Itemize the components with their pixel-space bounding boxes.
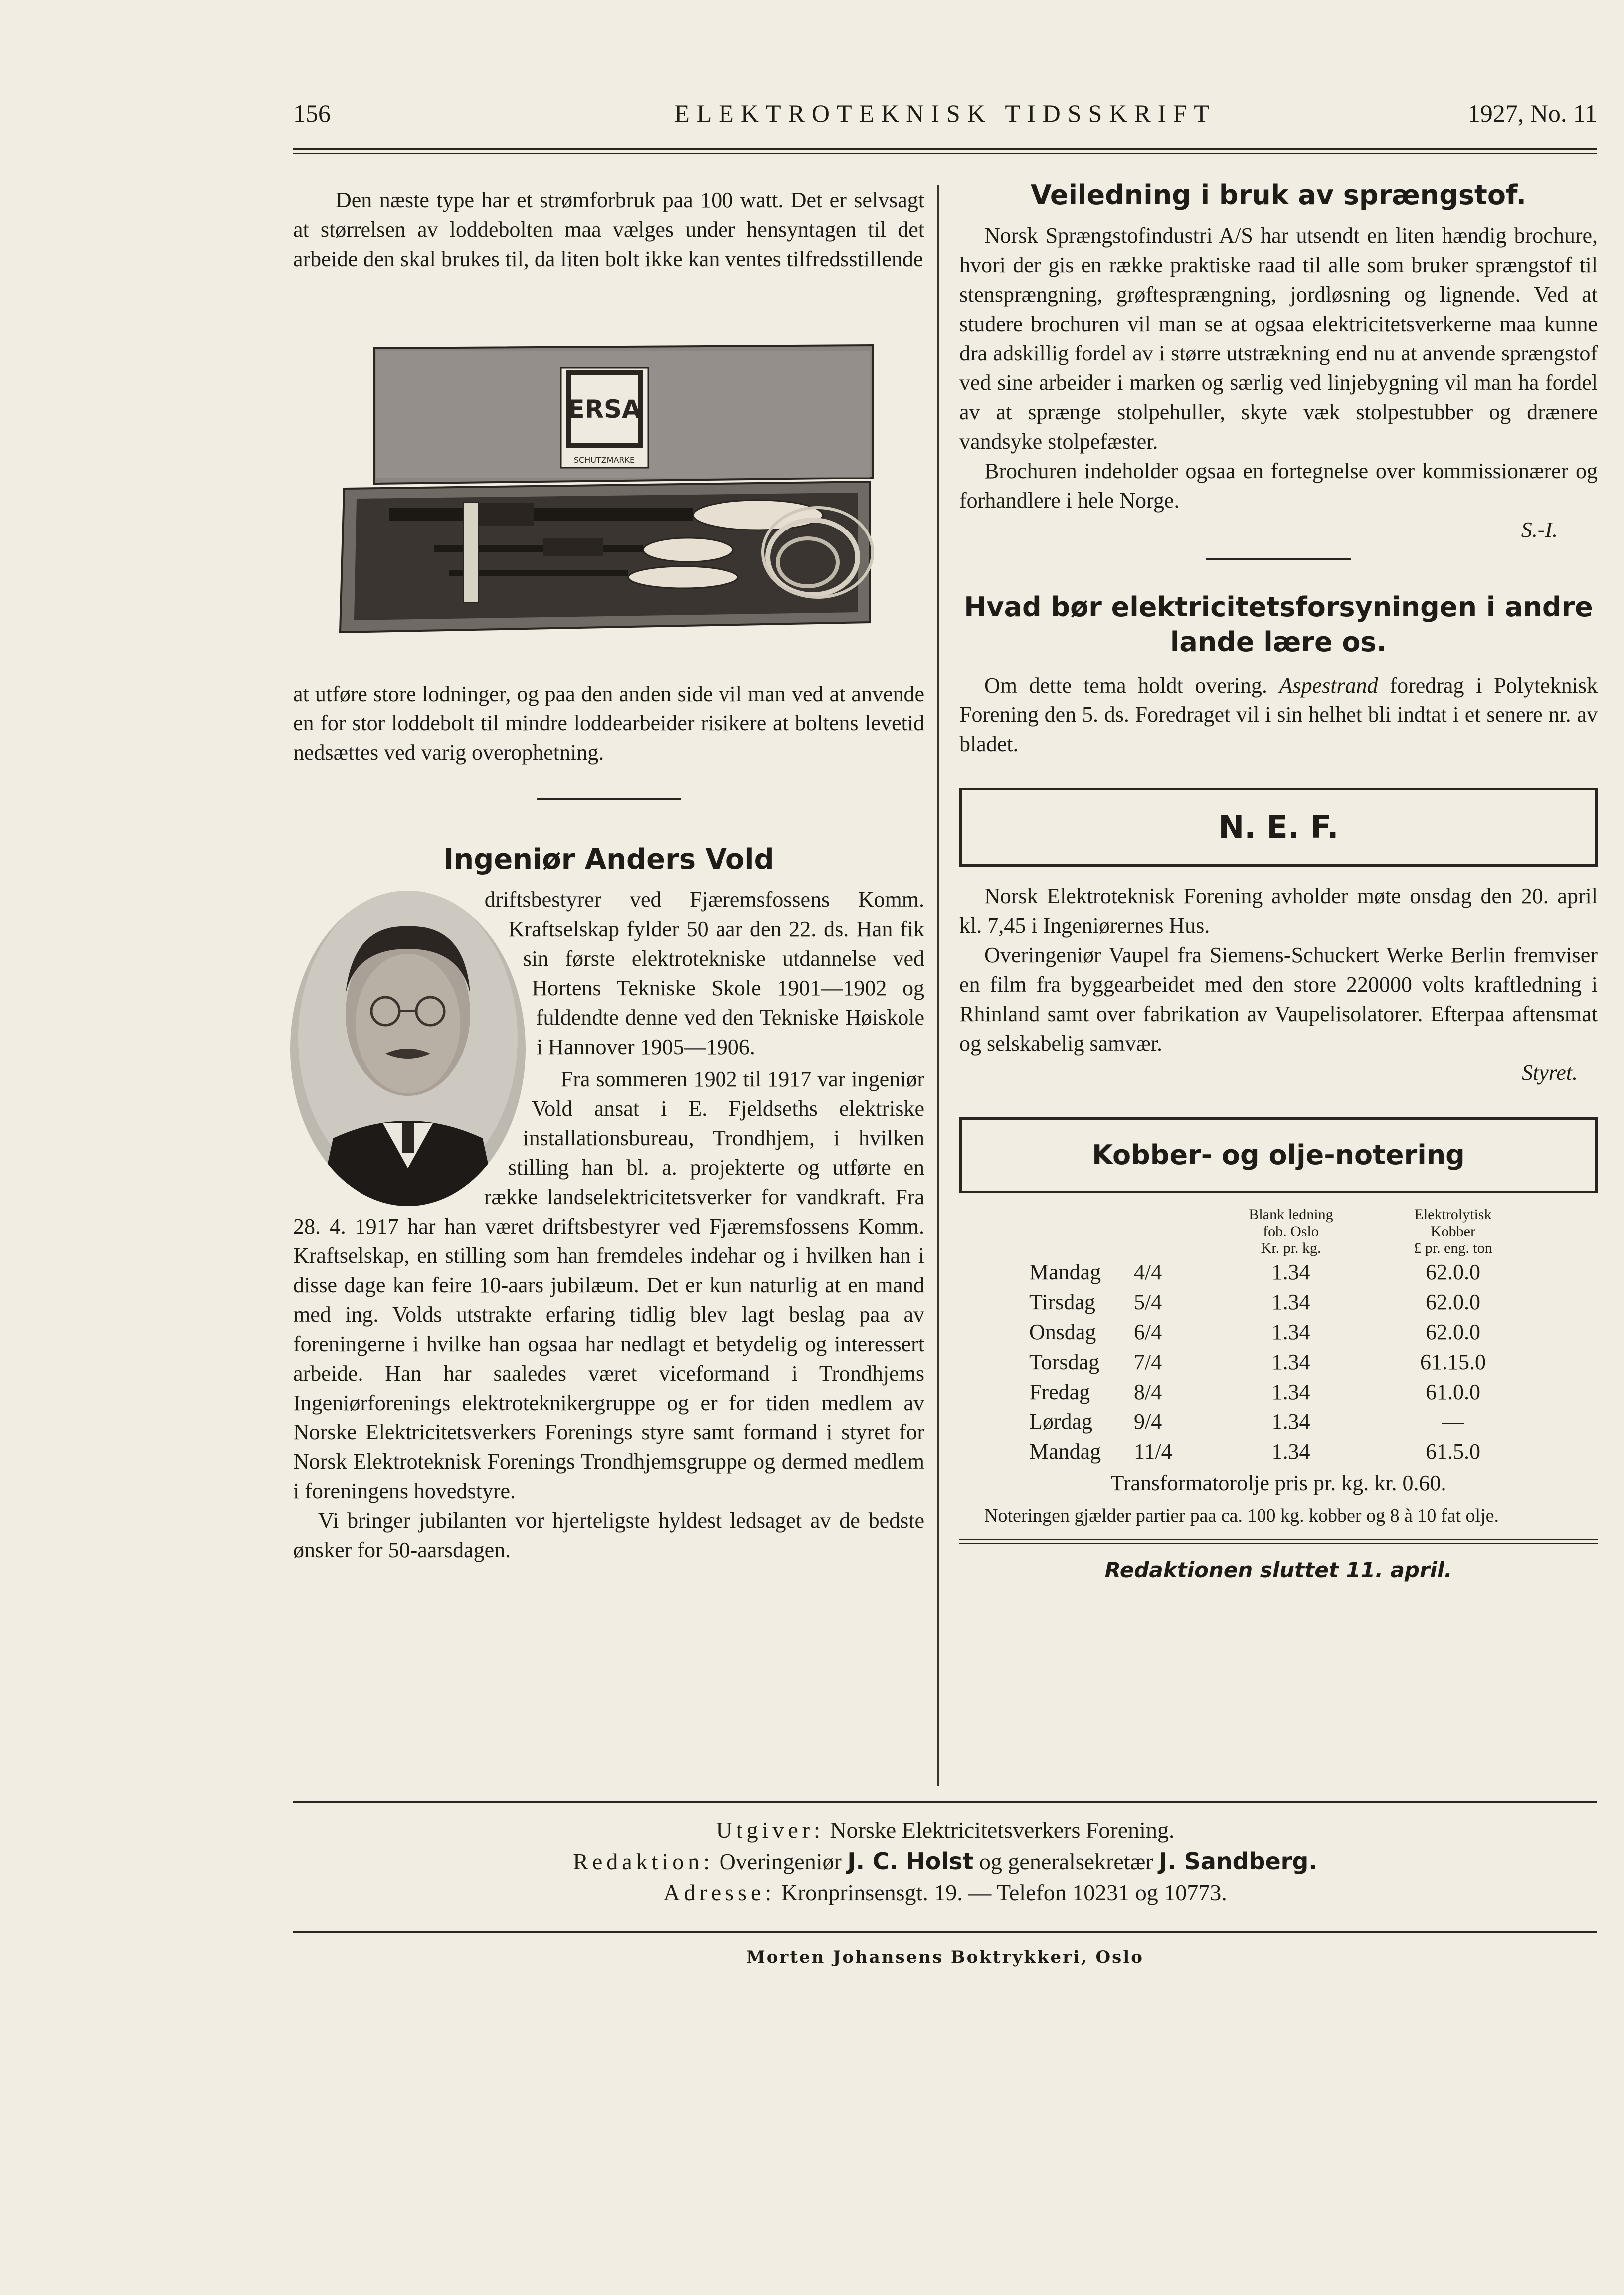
kobber-title: Kobber- og olje-notering bbox=[1092, 1139, 1465, 1171]
day-cell: Lørdag bbox=[1029, 1409, 1093, 1434]
vold-paragraph-3: Vi bringer jubilanten vor hjerteligste hyldest ledsaget av de bedste ønsker for 50-aarsdagen. bbox=[293, 1508, 924, 1562]
section-divider bbox=[1206, 558, 1351, 560]
kobber-box bbox=[959, 1117, 1598, 1193]
imprint-adresse bbox=[293, 1877, 1597, 1908]
redaktion-text-b: og generalsekretær bbox=[979, 1849, 1153, 1874]
utgiver-value: Norske Elektricitetsverkers Forening. bbox=[830, 1817, 1175, 1843]
blank-cell: 1.34 bbox=[1271, 1349, 1310, 1374]
column-divider bbox=[937, 185, 939, 1786]
imprint-rule-bottom bbox=[293, 1931, 1597, 1933]
date-cell: 9/4 bbox=[1134, 1409, 1162, 1434]
blank-cell: 1.34 bbox=[1271, 1439, 1310, 1464]
utgiver-label: Utgiver: bbox=[716, 1817, 824, 1843]
elektro-header-l3: £ pr. eng. ton bbox=[1414, 1240, 1492, 1256]
day-cell: Mandag bbox=[1029, 1439, 1101, 1464]
left-column-top bbox=[293, 185, 924, 274]
elektro-cell: — bbox=[1442, 1409, 1464, 1434]
blank-header-l2: fob. Oslo bbox=[1263, 1223, 1319, 1239]
kobber-table-header bbox=[1029, 1206, 1538, 1257]
nef-signature: Styret. bbox=[1522, 1060, 1578, 1085]
blank-cell: 1.34 bbox=[1271, 1319, 1310, 1344]
day-cell: Fredag bbox=[1029, 1379, 1090, 1404]
table-row bbox=[1029, 1317, 1538, 1347]
table-row bbox=[1029, 1257, 1538, 1287]
blank-cell: 1.34 bbox=[1271, 1409, 1310, 1434]
redaktion-text-a: Overingeniør bbox=[719, 1849, 842, 1874]
day-cell: Onsdag bbox=[1029, 1319, 1096, 1344]
imprint-redaktion bbox=[293, 1846, 1597, 1877]
blank-cell: 1.34 bbox=[1271, 1259, 1310, 1284]
page-number: 156 bbox=[293, 99, 331, 127]
date-cell: 11/4 bbox=[1134, 1439, 1172, 1464]
table-row bbox=[1029, 1347, 1538, 1377]
header-rule bbox=[293, 148, 1597, 150]
date-cell: 8/4 bbox=[1134, 1379, 1162, 1404]
elektro-cell: 62.0.0 bbox=[1426, 1319, 1480, 1344]
imprint bbox=[293, 1815, 1597, 1908]
editor-name-2: J. Sandberg. bbox=[1159, 1848, 1317, 1875]
hvad-text-b: foredrag i Polyteknisk Forening den 5. ds. Foredraget vil i sin helhet bli indtat i et senere nr. av bladet. bbox=[959, 673, 1598, 756]
hvad-text-a: Om dette tema holdt overing. bbox=[984, 673, 1279, 698]
blank-header-l1: Blank ledning bbox=[1249, 1206, 1333, 1223]
portrait-photo bbox=[288, 889, 528, 1208]
printer-line bbox=[293, 1942, 1597, 1973]
vold-paragraph-2: Fra sommeren 1902 til 1917 var ingeniør Vold ansat i E. Fjeldseths elektriske installationsbureau, Trondhjem, i hvilken stilling han bl. a. projekterte og utførte en række landselektricitetsverker for vandkraft. Fra 28. 4. 1917 har han været driftsbestyrer ved Fjæremsfossens Komm. Kraftselskap, en stilling som han fremdeles indehar og i hvilken han i disse dage kan feire 10-aars jubilæum. Det er kun naturlig at en mand med ing. Volds utstrakte erfaring tidlig blev lagt beslag paa av foreningerne i hvilke han ogsaa har nedlagt et betydelig og interessert arbeide. Han har saaledes været viceformand i Trondhjems Ingeniørforenings elektroteknikergruppe og er for tiden medlem av Norske Elektricitetsverkers Forenings styre samt formand i styret for Norsk Elektroteknisk Forenings Trondhjemsgruppe og dermed medlem i foreningens hovedstyre. bbox=[293, 1067, 924, 1503]
day-cell: Mandag bbox=[1029, 1259, 1101, 1284]
elektro-cell: 62.0.0 bbox=[1426, 1289, 1480, 1314]
vold-title: Ingeniør Anders Vold bbox=[443, 843, 774, 876]
imprint-utgiver bbox=[293, 1815, 1597, 1846]
kobber-note: Noteringen gjælder partier paa ca. 100 kg. kobber og 8 à 10 fat olje. bbox=[984, 1505, 1499, 1526]
day-cell: Torsdag bbox=[1029, 1349, 1100, 1374]
elektro-header-l1: Elektrolytisk bbox=[1414, 1206, 1492, 1223]
sprang-title: Veiledning i bruk av sprængstof. bbox=[1030, 179, 1527, 211]
elektro-cell: 61.0.0 bbox=[1426, 1379, 1480, 1404]
section-divider bbox=[537, 798, 681, 800]
right-column bbox=[959, 180, 1598, 1585]
sprang-paragraph-1: Norsk Sprængstofindustri A/S har utsendt en liten hændig brochure, hvori der gis en række praktiske raad til alle som bruker sprængstof til stensprængning, grøftesprængning, jordløsning og lignende. Ved at studere brochuren vil man se at ogsaa elektricitetsverkerne maa kunne dra adskillig fordel av i større utstrækning end nu at anvende sprængstof ved sine arbeider i marken og særlig ved linjebygning vil man ha fordel av at sprænge stolpehuller, skyte væk stolpestubber og drænere vandsyke stolpefæster. bbox=[959, 223, 1598, 454]
imprint-rule-top bbox=[293, 1801, 1597, 1803]
soldering-iron-set-figure bbox=[334, 343, 878, 636]
journal-title: ELEKTROTEKNISK TIDSSKRIFT bbox=[674, 99, 1216, 127]
sprang-signature: S.-I. bbox=[1521, 518, 1558, 542]
running-header bbox=[293, 99, 1597, 134]
closing-rule bbox=[959, 1539, 1598, 1540]
day-cell: Tirsdag bbox=[1029, 1289, 1095, 1314]
nef-paragraph-1: Norsk Elektroteknisk Forening avholder møte onsdag den 20. april kl. 7,45 i Ingeniørernes Hus. bbox=[959, 884, 1598, 938]
sprang-paragraph-2: Brochuren indeholder ogsaa en fortegnelse over kommissionærer og forhandlere i hele Norge. bbox=[959, 459, 1598, 513]
nef-title: N. E. F. bbox=[1218, 809, 1339, 845]
table-row bbox=[1029, 1377, 1538, 1407]
nef-paragraph-2: Overingeniør Vaupel fra Siemens-Schuckert Werke Berlin fremviser en film fra byggearbeidet med den store 220000 volts kraftledning i Rhinland samt over fabrikation av Vaupelisolatorer. Efterpaa aftensmat og selskabelig samvær. bbox=[959, 943, 1598, 1056]
adresse-value: Kronprinsensgt. 19. — Telefon 10231 og 10773. bbox=[781, 1880, 1227, 1905]
date-cell: 5/4 bbox=[1134, 1289, 1162, 1314]
transformator-price: Transformatorolje pris pr. kg. kr. 0.60. bbox=[1110, 1471, 1446, 1495]
closing-rule-thin bbox=[959, 1543, 1598, 1544]
vold-paragraph-1: driftsbestyrer ved Fjæremsfossens Komm. Kraftselskap fylder 50 aar den 22. ds. Han fik sin første elektrotekniske utdannelse ved Hortens Tekniske Skole 1901—1902 og fuldendte denne ved den Tekniske Høiskole i Hannover 1905—1906. bbox=[484, 887, 924, 1059]
date-cell: 4/4 bbox=[1134, 1259, 1162, 1284]
blank-cell: 1.34 bbox=[1271, 1379, 1310, 1404]
elektro-header bbox=[1368, 1206, 1538, 1257]
elektro-cell: 61.15.0 bbox=[1420, 1349, 1486, 1374]
left-column-bottom bbox=[293, 679, 924, 1565]
speaker-name: Aspestrand bbox=[1279, 673, 1378, 698]
kobber-table bbox=[1029, 1206, 1538, 1466]
schutzmarke-caption: SCHUTZMARKE bbox=[573, 455, 635, 465]
date-cell: 6/4 bbox=[1134, 1319, 1162, 1344]
table-row bbox=[1029, 1407, 1538, 1436]
elektro-header-l2: Kobber bbox=[1431, 1223, 1475, 1239]
blank-header bbox=[1214, 1206, 1368, 1257]
blank-cell: 1.34 bbox=[1271, 1289, 1310, 1314]
date-cell: 7/4 bbox=[1134, 1349, 1162, 1374]
printer-name: Morten Johansens Boktrykkeri, Oslo bbox=[746, 1947, 1144, 1967]
redaktion-label: Redaktion: bbox=[573, 1849, 714, 1874]
editor-name-1: J. C. Holst bbox=[847, 1848, 974, 1875]
ersa-logo-text: ERSA bbox=[567, 395, 641, 424]
intro-continuation: at utføre store lodninger, og paa den anden side vil man ved at anvende en for stor loddebolt til mindre loddearbeider risikere at boltens levetid nedsættes ved varig overophetning. bbox=[293, 682, 924, 765]
intro-paragraph: Den næste type har et strømforbruk paa 100 watt. Det er selvsagt at størrelsen av loddebolten maa vælges under hensyntagen til det arbeide den skal brukes til, da liten bolt ikke kan ventes tilfredsstillende bbox=[293, 188, 924, 271]
blank-header-l3: Kr. pr. kg. bbox=[1261, 1240, 1321, 1256]
hvad-title: Hvad bør elektricitetsforsyningen i andre lande lære os. bbox=[964, 591, 1593, 658]
adresse-label: Adresse: bbox=[663, 1880, 776, 1905]
nef-box bbox=[959, 788, 1598, 867]
closing-note: Redaktionen sluttet 11. april. bbox=[1104, 1558, 1452, 1582]
issue-label: 1927, No. 11 bbox=[1467, 99, 1597, 127]
elektro-cell: 61.5.0 bbox=[1426, 1439, 1480, 1464]
elektro-cell: 62.0.0 bbox=[1426, 1259, 1480, 1284]
table-row bbox=[1029, 1436, 1538, 1466]
hvad-paragraph bbox=[959, 671, 1598, 759]
table-row bbox=[1029, 1287, 1538, 1317]
header-rule-thin bbox=[293, 153, 1597, 154]
